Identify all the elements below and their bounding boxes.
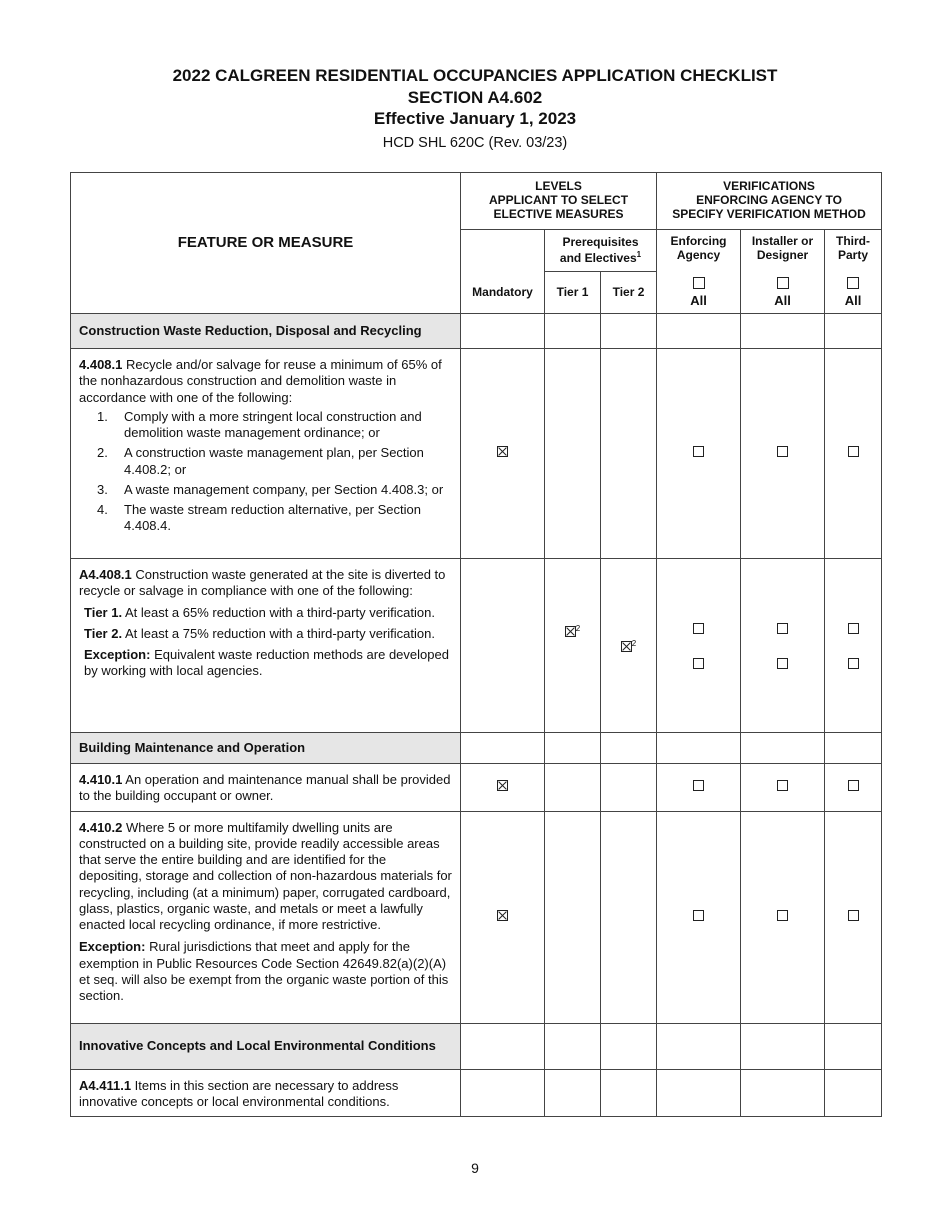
measure-text: Items in this section are necessary to address innovative concepts or local environmental conditions. [79, 1077, 399, 1109]
measure-row-4-410-1 [71, 764, 882, 812]
measure-code: A4.411.1 [79, 1077, 132, 1093]
measure-code: 4.410.2 [79, 819, 123, 835]
verifications-title: VERIFICATIONS [723, 179, 815, 194]
installer-designer-tier-1-checkbox[interactable] [777, 623, 788, 634]
measure-code: 4.410.1 [79, 772, 123, 787]
installer-designer-column-header [741, 230, 825, 314]
third-party-column-header [825, 230, 882, 314]
tier-2-text: At least a 75% reduction with a third-party verification. [122, 625, 435, 641]
tier-2-label: Tier 2. [84, 625, 123, 641]
list-item: 4. The waste stream reduction alternative, per Section 4.408.4. [97, 502, 421, 534]
checklist-title: 2022 CALGREEN RESIDENTIAL OCCUPANCIES APPLICATION CHECKLIST [172, 66, 778, 85]
measure-text: Recycle and/or salvage for reuse a minimum of 65% of the nonhazardous construction and demolition waste in accordance with one of the following: [79, 357, 442, 405]
levels-title: LEVELS [535, 179, 582, 194]
installer-label-1: Installer or [751, 234, 814, 248]
installer-designer-all-label: All [774, 293, 791, 309]
mandatory-label: Mandatory [472, 285, 533, 300]
list-item: 2. A construction waste management plan, per Section 4.408.2; or [97, 445, 424, 477]
mandatory-column-header [461, 230, 545, 314]
tier-1-text: At least a 65% reduction with a third-party verification. [122, 604, 435, 620]
exception-text: Rural jurisdictions that meet and apply for the exemption in Public Resources Code Section 42649.82(a)(2)(A) et seq. will also be exempt from the organic waste portion of this section. [79, 939, 449, 1003]
list-item: 1. Comply with a more stringent local construction and demolition waste management ordinance; or [97, 408, 422, 440]
third-party-label-1: Third- [836, 234, 871, 248]
measure-row-a4-408-1 [71, 559, 882, 733]
enforcing-agency-checkbox[interactable] [693, 446, 704, 457]
section-heading: SECTION A4.602 [407, 88, 543, 107]
measure-row-4-410-2 [71, 811, 882, 1023]
tier-1-label: Tier 1. [84, 604, 123, 620]
enforcing-agency-tier-1-checkbox[interactable] [693, 623, 704, 634]
measure-4-408-1-description [71, 349, 461, 559]
prerequisites-label-2: and Electives [559, 250, 637, 265]
enforcing-label-2: Agency [676, 247, 721, 262]
enforcing-agency-checkbox[interactable] [693, 780, 704, 791]
tier-2-footnote: 2 [631, 639, 637, 649]
measure-a4-408-1-description [71, 559, 461, 733]
form-number: HCD SHL 620C (Rev. 03/23) [382, 135, 568, 151]
enforcing-agency-checkbox[interactable] [693, 910, 704, 921]
measure-4-410-2-description [71, 811, 461, 1023]
measure-code: A4.408.1 [79, 567, 132, 582]
enforcing-agency-all-label: All [690, 293, 707, 309]
list-item: 3. A waste management company, per Section 4.408.3; or [97, 481, 444, 497]
page-number: 9 [471, 1160, 479, 1176]
installer-designer-checkbox[interactable] [777, 446, 788, 457]
section-title-innovative-concepts: Innovative Concepts and Local Environmental Conditions [71, 1023, 461, 1069]
enforcing-agency-column-header [657, 230, 741, 314]
section-row-innovative-concepts [71, 1023, 882, 1069]
installer-designer-checkbox[interactable] [777, 910, 788, 921]
exception-label: Exception: [84, 647, 151, 662]
tier-1-footnote: 2 [575, 624, 581, 634]
third-party-checkbox[interactable] [848, 446, 859, 457]
effective-date: Effective January 1, 2023 [373, 109, 577, 128]
mandatory-checkbox-checked[interactable] [497, 446, 508, 457]
exception-label: Exception: [79, 939, 146, 955]
third-party-all-checkbox[interactable] [847, 277, 859, 289]
installer-label-2: Designer [756, 247, 809, 262]
section-row-construction-waste [71, 314, 882, 349]
measure-row-4-408-1 [71, 349, 882, 559]
exception-text: Equivalent waste reduction methods are developed by working with local agencies. [84, 647, 449, 679]
tier-2-column-header: Tier 2 [601, 272, 657, 314]
option-list [79, 409, 452, 535]
measure-a4-411-1-description [71, 1069, 461, 1117]
section-row-building-maintenance [71, 733, 882, 764]
feature-column-header: FEATURE OR MEASURE [71, 173, 461, 314]
enforcing-label-1: Enforcing [670, 234, 727, 248]
mandatory-checkbox-checked[interactable] [497, 910, 508, 921]
third-party-all-label: All [844, 293, 862, 309]
tier-1-column-header: Tier 1 [545, 272, 601, 314]
third-party-checkbox[interactable] [848, 910, 859, 921]
verifications-subtitle-1: ENFORCING AGENCY TO [696, 193, 842, 208]
prerequisites-footnote: 1 [636, 249, 642, 259]
prerequisites-label-1: Prerequisites [562, 234, 639, 249]
prerequisites-header [545, 230, 657, 272]
tier-2-checkbox-checked[interactable] [621, 641, 632, 652]
installer-designer-all-checkbox[interactable] [777, 277, 789, 289]
verifications-header [657, 173, 882, 230]
section-title-construction-waste: Construction Waste Reduction, Disposal and Recycling [71, 314, 461, 349]
installer-designer-checkbox[interactable] [777, 780, 788, 791]
verifications-subtitle-2: SPECIFY VERIFICATION METHOD [672, 206, 866, 221]
section-title-building-maintenance: Building Maintenance and Operation [71, 733, 461, 764]
third-party-tier-2-checkbox[interactable] [848, 658, 859, 669]
checklist-table [70, 172, 882, 1117]
measure-text: Where 5 or more multifamily dwelling units are constructed on a building site, provide readily accessible areas that serve the entire building and are identified for the depositing, storage and collection of non-hazardous materials for recycling, including (at a minimum) paper, corrugated cardboard, glass, plastics, organic waste, and metals or meet a lawfully enacted local recycling ordinance, if more restrictive. [79, 819, 452, 932]
mandatory-checkbox-checked[interactable] [497, 780, 508, 791]
third-party-checkbox[interactable] [848, 780, 859, 791]
third-party-label-2: Party [838, 247, 869, 262]
enforcing-agency-all-checkbox[interactable] [693, 277, 705, 289]
installer-designer-tier-2-checkbox[interactable] [777, 658, 788, 669]
measure-text: Construction waste generated at the site is diverted to recycle or salvage in compliance with one of the following: [79, 567, 446, 599]
measure-code: 4.408.1 [79, 357, 123, 372]
tier-1-checkbox-checked[interactable] [565, 626, 576, 637]
measure-4-410-1-description [71, 764, 461, 812]
measure-row-a4-411-1 [71, 1069, 882, 1117]
levels-subtitle-2: ELECTIVE MEASURES [493, 206, 624, 221]
enforcing-agency-tier-2-checkbox[interactable] [693, 658, 704, 669]
levels-header [461, 173, 657, 230]
measure-text: An operation and maintenance manual shall be provided to the building occupant or owner. [79, 772, 451, 804]
levels-subtitle-1: APPLICANT TO SELECT [488, 193, 629, 208]
third-party-tier-1-checkbox[interactable] [848, 623, 859, 634]
